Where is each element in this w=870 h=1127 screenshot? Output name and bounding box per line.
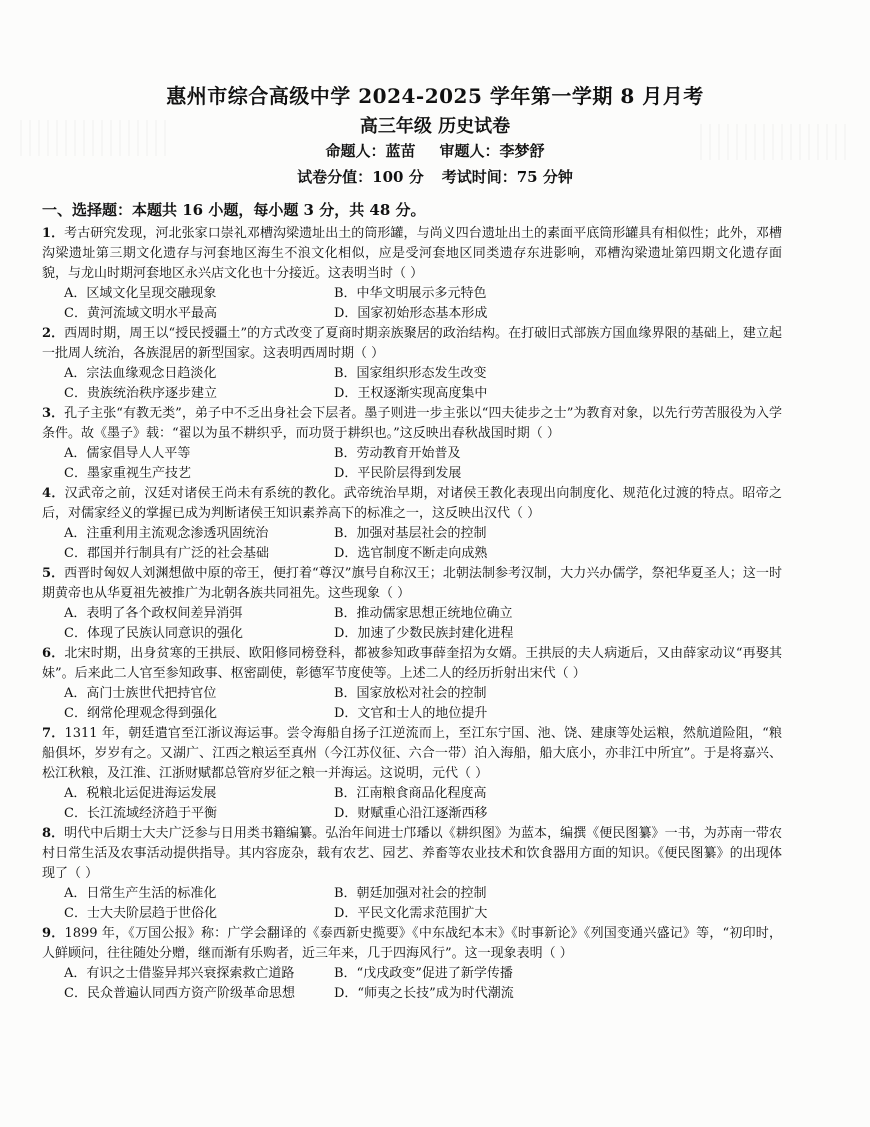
question-number: 9． — [42, 926, 65, 941]
answer-option: D．平民文化需求范围扩大 — [334, 906, 488, 921]
exam-subtitle: 高三年级 历史试卷 — [359, 116, 511, 137]
answer-option: D．选官制度不断走向成熟 — [334, 546, 488, 561]
answer-option: C．郡国并行制具有广泛的社会基础 — [64, 546, 269, 561]
answer-option: A．宗法血缘观念日趋淡化 — [64, 366, 217, 381]
question-number: 3． — [42, 406, 65, 421]
setter: 命题人：蓝苗 — [325, 142, 416, 160]
question-stem — [42, 724, 782, 784]
exam-authors — [0, 140, 870, 161]
question-item — [42, 484, 782, 564]
answer-option: B．朝廷加强对社会的控制 — [334, 886, 487, 901]
question-text: 明代中后期士大夫广泛参与日用类书籍编纂。弘治年间进士邝璠以《耕织图》为蓝本，编撰《便民图纂》一书，为苏南一带农村日常生活及农事活动提供指导。其内容庞杂，载有农艺、园艺、养畜等农业技术和饮食器用方面的知识。《便民图纂》的出现体现了（ ） — [42, 826, 782, 881]
answer-option: C．黄河流域文明水平最高 — [64, 306, 217, 321]
question-item — [42, 644, 782, 724]
exam-time: 考试时间：75 分钟 — [441, 168, 573, 186]
question-item — [42, 224, 782, 324]
answer-option: D．“师夷之长技”成为时代潮流 — [334, 986, 514, 1001]
question-stem — [42, 564, 782, 604]
answer-option: A．高门士族世代把持官位 — [64, 686, 217, 701]
answer-option: D．财赋重心沿江逐渐西移 — [334, 806, 488, 821]
reviewer: 审题人：李梦舒 — [439, 142, 545, 160]
question-text: 1899 年，《万国公报》称：广学会翻译的《泰西新史揽要》《中东战纪本末》《时事新论》《列国变通兴盛记》等，“初印时，人鲜顾问，往往随处分赠，继而渐有乐购者，近三年来，几于四海风行”。这一现象表明（ ） — [42, 926, 782, 961]
answer-option: D．文官和士人的地位提升 — [334, 706, 488, 721]
question-number: 2． — [42, 326, 65, 341]
question-text: 汉武帝之前，汉廷对诸侯王尚未有系统的教化。武帝统治早期，对诸侯王教化表现出向制度化、规范化过渡的特点。昭帝之后，对儒家经义的掌握已成为判断诸侯王知识素养高下的标准之一，这反映出汉代（ ） — [42, 486, 782, 521]
answer-option: C．贵族统治秩序逐步建立 — [64, 386, 217, 401]
answer-option: B．劳动教育开始普及 — [334, 446, 461, 461]
answer-options — [42, 524, 782, 564]
question-item — [42, 404, 782, 484]
question-number: 6． — [42, 646, 65, 661]
answer-option: C．纲常伦理观念得到强化 — [64, 706, 217, 721]
answer-options — [42, 964, 782, 1004]
question-item — [42, 564, 782, 644]
question-item — [42, 724, 782, 824]
answer-option: C．墨家重视生产技艺 — [64, 466, 191, 481]
question-stem — [42, 824, 782, 884]
question-item — [42, 824, 782, 924]
answer-options — [42, 684, 782, 724]
question-stem — [42, 924, 782, 964]
answer-option: A．税粮北运促进海运发展 — [64, 786, 217, 801]
answer-option: D．平民阶层得到发展 — [334, 466, 462, 481]
question-stem — [42, 484, 782, 524]
answer-option: C．士大夫阶层趋于世俗化 — [64, 906, 217, 921]
question-item — [42, 324, 782, 404]
question-number: 7． — [42, 726, 65, 741]
answer-option: B．加强对基层社会的控制 — [334, 526, 487, 541]
answer-option: C．长江流域经济趋于平衡 — [64, 806, 217, 821]
answer-options — [42, 884, 782, 924]
exam-title: 惠州市综合高级中学 2024-2025 学年第一学期 8 月月考 — [166, 84, 704, 108]
question-list — [42, 224, 782, 1004]
answer-option: A．有识之士借鉴异邦兴衰探索救亡道路 — [64, 966, 295, 981]
question-number: 1． — [42, 226, 65, 241]
answer-options — [42, 784, 782, 824]
question-text: 孔子主张“有教无类”，弟子中不乏出身社会下层者。墨子则进一步主张以“四夫徒步之士”为教育对象，以先行劳苦服役为入学条件。故《墨子》载：“翟以为虽不耕织乎，而功贤于耕织也。”这反映出春秋战国时期（ ） — [42, 406, 783, 441]
answer-options — [42, 444, 782, 484]
answer-option: D．国家初始形态基本形成 — [334, 306, 488, 321]
answer-option: A．日常生产生活的标准化 — [64, 886, 217, 901]
question-text: 北宋时期，出身贫寒的王拱辰、欧阳修同榜登科，都被参知政事薛奎招为女婿。王拱辰的夫人病逝后，又由薛家动议“再娶其妹”。后来此二人官至参知政事、枢密副使，彰德军节度使等。上述二人的经历折射出宋代（ ） — [42, 646, 783, 681]
answer-option: C．民众普遍认同西方资产阶级革命思想 — [64, 986, 295, 1001]
answer-option: B．江南粮食商品化程度高 — [334, 786, 487, 801]
answer-option: A．表明了各个政权间差异消弭 — [64, 606, 243, 621]
answer-option: D．王权逐渐实现高度集中 — [334, 386, 488, 401]
answer-option: C．体现了民族认同意识的强化 — [64, 626, 243, 641]
question-stem — [42, 324, 782, 364]
answer-option: D．加速了少数民族封建化进程 — [334, 626, 514, 641]
answer-option: B．中华文明展示多元特色 — [334, 286, 487, 301]
answer-option: B．国家放松对社会的控制 — [334, 686, 487, 701]
question-stem — [42, 404, 782, 444]
question-text: 西晋时匈奴人刘渊想做中原的帝王，便打着“尊汉”旗号自称汉王；北朝法制参考汉制，大力兴办儒学，祭祀华夏圣人；这一时期黄帝也从华夏祖先被推广为北朝各族共同祖先。这些现象（ ） — [42, 566, 782, 601]
total-score: 试卷分值：100 分 — [297, 168, 424, 186]
answer-option: B．推动儒家思想正统地位确立 — [334, 606, 513, 621]
question-number: 5． — [42, 566, 65, 581]
question-text: 西周时期，周王以“授民授疆土”的方式改变了夏商时期亲族聚居的政治结构。在打破旧式部族方国血缘界限的基础上，建立起一批周人统治，各族混居的新型国家。这表明西周时期（ ） — [42, 326, 782, 361]
question-text: 考古研究发现，河北张家口崇礼邓槽沟梁遗址出土的筒形罐，与尚义四台遗址出土的素面平底筒形罐具有相似性；此外，邓槽沟梁遗址第三期文化遗存与河套地区海生不浪文化相似，应是受河套地区同类遗存东进影响，邓槽沟梁遗址第四期文化遗存面貌，与龙山时期河套地区永兴店文化也十分接近。这表明当时（ ） — [42, 226, 782, 281]
answer-options — [42, 604, 782, 644]
question-stem — [42, 644, 782, 684]
question-number: 8． — [42, 826, 65, 841]
answer-options — [42, 284, 782, 324]
question-stem — [42, 224, 782, 284]
answer-option: A．注重利用主流观念渗透巩固统治 — [64, 526, 269, 541]
question-text: 1311 年，朝廷遣官至江浙议海运事。尝令海船自扬子江逆流而上，至江东宁国、池、饶、建康等处运粮，然航道险阻，“粮船俱坏，岁岁有之。又湖广、江西之粮运至真州（今江苏仪征、六合一带）泊入海船，船大底小，亦非江中所宜”。于是将嘉兴、松江秋粮，及江淮、江浙财赋都总管府岁征之粮一并海运。这说明，元代（ ） — [42, 726, 782, 781]
answer-option: B．国家组织形态发生改变 — [334, 366, 487, 381]
answer-option: B．“戊戌政变”促进了新学传播 — [334, 966, 513, 981]
answer-option: A．区域文化呈现交融现象 — [64, 286, 217, 301]
question-number: 4． — [42, 486, 65, 501]
question-item — [42, 924, 782, 1004]
answer-options — [42, 364, 782, 404]
answer-option: A．儒家倡导人人平等 — [64, 446, 191, 461]
exam-meta — [0, 166, 870, 187]
section-heading: 一、选择题：本题共 16 小题，每小题 3 分，共 48 分。 — [42, 201, 426, 219]
